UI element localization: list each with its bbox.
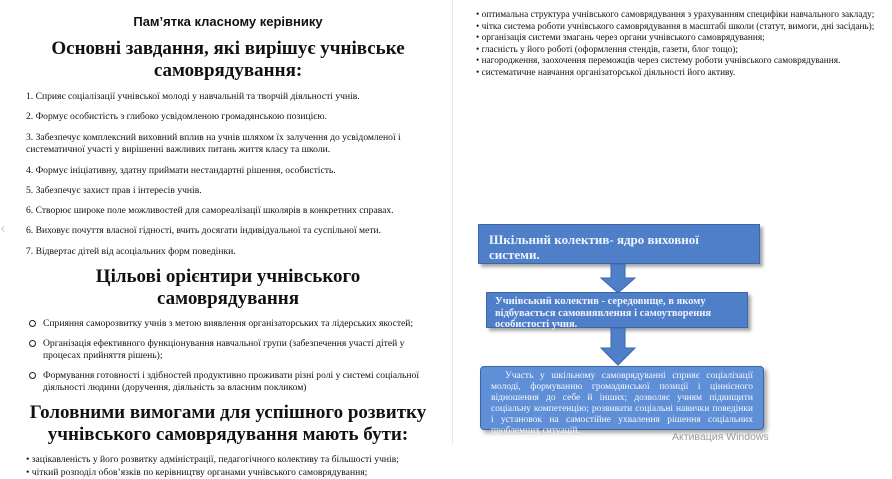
list-item: Організація ефективного функціонування навчальної групи (забезпечення участі дітей у процесах прийняття рішень); [26, 338, 426, 363]
list-item: 1. Сприяє соціалізації учнівської молоді у навчальній та творчій діяльності учнів. [26, 91, 360, 102]
list-item: Сприяння саморозвитку учнів з метою виявлення організаторських та лідерських якостей; [26, 318, 426, 331]
diagram-box-student-collective: Учнівський колектив - середовище, в якому відбувається самовиявлення і самоутворення особистості учня. [486, 292, 748, 328]
list-item: 7. Відвертає дітей від асоціальних форм поведінки. [26, 245, 236, 257]
list-item: • нагородження, заохочення переможців через систему роботи учнівського самоврядування. [476, 56, 841, 66]
requirements-list [26, 454, 436, 479]
list-item: 6. Виховує почуття власної гідності, вчить досягати індивідуальної та суспільної мети. [26, 225, 382, 237]
list-item: • організація системи змагань через органи учнівського самоврядування; [476, 33, 765, 43]
diagram-box-school-collective: Шкільний колектив- ядро виховної системи. [478, 224, 760, 264]
down-arrow-icon [598, 328, 638, 366]
list-item: 6. Створює широке поле можливостей для самореалізації школярів в конкретних справах. [26, 205, 394, 217]
main-tasks-heading: Основні завдання, які вирішує учнівське самоврядування: [51, 38, 405, 81]
list-item: • систематичне навчання організаторської діяльності його активу. [476, 67, 736, 78]
circle-bullet-icon [29, 320, 36, 327]
tasks-list [26, 91, 416, 258]
list-item: • чіткий розподіл обов’язків по керівництву органами учнівського самоврядування; [26, 466, 368, 478]
list-item: • чітка система роботи учнівського самоврядування в масштабі школи (статут, вимоги, дні засідань); [476, 21, 875, 32]
list-item: 3. Забезпечує комплексний виховний вплив на учнів шляхом їх залучення до усвідомленої і систематичної участі у вирішенні важливих питань життя класу та школи. [26, 131, 401, 155]
left-document-page [0, 0, 446, 478]
previous-page-arrow-icon[interactable]: ‹ [0, 221, 6, 237]
list-item: • зацікавленість у його розвитку адміністрації, педагогічного колективу та більшості учнів; [26, 453, 399, 465]
memo-title: Пам’ятка класному керівнику [133, 14, 323, 29]
list-item: • оптимальна структура учнівського самоврядування з урахуванням специфіки навчального закладу; [476, 10, 875, 20]
list-item: 5. Забезпечує захист прав і інтересів учнів. [26, 184, 202, 196]
windows-activation-watermark: Активация Windows [672, 431, 769, 443]
requirements-continued-list [476, 10, 876, 79]
targets-list [26, 318, 426, 395]
list-item: 2. Формує особистість з глибоко усвідомленою громадянською позицією. [26, 111, 327, 123]
targets-heading: Цільові орієнтири учнівського самоврядування [95, 266, 361, 310]
list-item: • гласність у його роботі (оформлення стендів, газети, блог тощо); [476, 44, 738, 55]
circle-bullet-icon [29, 340, 36, 347]
list-item: Формування готовності і здібностей продуктивно проживати різні ролі у системі соціальної діяльності людини (доручення, діяльність за власним покликом) [26, 370, 426, 395]
diagram-box-self-government: Участь у шкільному самоврядуванні сприяє соціалізації молоді, формуванню громадянської позиції і ціннісного відношення до себе й інших; дозволяє учням підвищити соціальну компетенцію; розвивати соціальні навички поведінки і установок на самостійне ухвалення рішення соціальних проблемних ситуацій. [480, 366, 764, 430]
page-divider [452, 0, 453, 444]
requirements-heading: Головними вимогами для успішного розвитку учнівського самоврядування мають бути: [29, 401, 427, 445]
circle-bullet-icon [29, 372, 36, 379]
down-arrow-icon [598, 264, 638, 294]
list-item: 4. Формує ініціативну, здатну приймати нестандартні рішення, особистість. [26, 164, 336, 176]
